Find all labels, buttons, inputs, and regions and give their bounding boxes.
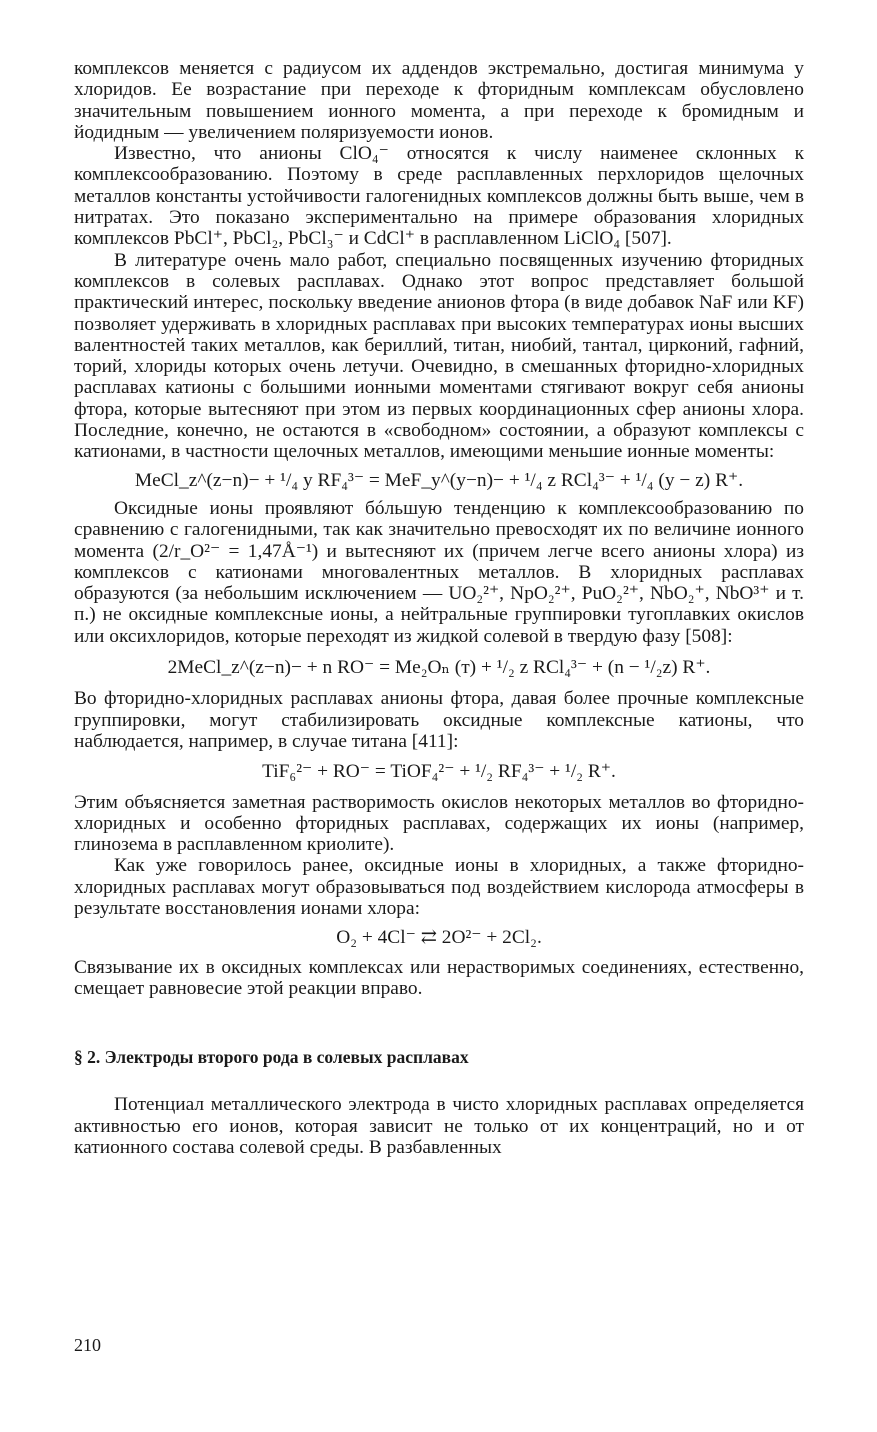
- equation-4: O₂ + 4Cl⁻ ⇄ 2O²⁻ + 2Cl₂.: [336, 927, 542, 949]
- paragraph-3: В литературе очень мало работ, специально посвященных изучению фторидных комплексов в солевых расплавах. Однако этот вопрос представляет большой практический интерес, поскольку введение анионов фтора (в виде добавок NaF или KF) позволяет удерживать в хлоридных расплавах при высоких температурах ионы высших валентностей таких металлов, как бериллий, титан, ниобий, тантал, цирконий, гафний, торий, хлориды которых очень летучи. Очевидно, в смешанных фторидно-хлоридных расплавах катионы с большими ионными моментами стягивают вокруг себя анионы фтора, которые вытесняют при этом из первых координационных сфер анионы хлора. Последние, конечно, не остаются в «свободном» состоянии, а образуют комплексы с катионами, в частности щелочных металлов, имеющими меньшие ионные моменты:: [74, 249, 804, 463]
- paragraph-6: Этим объясняется заметная растворимость окислов некоторых металлов во фторидно-хлоридных и особенно фторидных расплавах, содержащих их ионы (например, глинозема в расплавленном криолите).: [74, 791, 804, 856]
- section-heading: § 2. Электроды второго рода в солевых расплавах: [74, 1047, 469, 1068]
- page-body: [74, 58, 804, 1158]
- equation-1: MeCl_z^(z−n)− + ¹/₄ y RF₄³⁻ = MeF_y^(y−n)− + ¹/₄ z RCl₄³⁻ + ¹/₄ (y − z) R⁺.: [134, 469, 744, 491]
- paragraph-9: Потенциал металлического электрода в чисто хлоридных расплавах определяется активностью его ионов, которая зависит не только от их концентраций, но и от катионного состава солевой среды. В разбавленных: [74, 1094, 804, 1159]
- paragraph-2: Известно, что анионы ClO₄⁻ относятся к числу наименее склонных к комплексообразованию. Поэтому в среде расплавленных перхлоридов щелочных металлов константы устойчивости галогенидных комплексов должны быть выше, чем в нитратах. Это показано экспериментально на примере образования хлоридных комплексов PbCl⁺, PbCl₂, PbCl₃⁻ и CdCl⁺ в расплавленном LiClO₄ [507].: [74, 143, 804, 250]
- paragraph-8: Связывание их в оксидных комплексах или нерастворимых соединениях, естественно, смещает равновесие этой реакции вправо.: [74, 956, 804, 999]
- page-number: 210: [74, 1335, 101, 1355]
- equation-3: TiF₆²⁻ + RO⁻ = TiOF₄²⁻ + ¹/₂ RF₄³⁻ + ¹/₂ R⁺.: [262, 761, 616, 783]
- paragraph-1: комплексов меняется с радиусом их аддендов экстремально, достигая минимума у хлоридов. Ее возрастание при переходе к фторидным комплексам обусловлено значительным повышением ионного момента, а при переходе к бромидным и йодидным — увеличением поляризуемости ионов.: [74, 58, 804, 143]
- paragraph-7: Как уже говорилось ранее, оксидные ионы в хлоридных, а также фторидно-хлоридных расплавах могут образовываться под воздействием кислорода атмосферы в результате восстановления ионами хлора:: [74, 855, 804, 919]
- paragraph-5: Во фторидно-хлоридных расплавах анионы фтора, давая более прочные комплексные группировки, могут стабилизировать оксидные комплексные катионы, что наблюдается, например, в случае титана [411]:: [74, 688, 804, 752]
- equation-2: 2MeCl_z^(z−n)− + n RO⁻ = Me₂Oₙ (т) + ¹/₂ z RCl₄³⁻ + (n − ¹/₂z) R⁺.: [167, 657, 711, 679]
- paragraph-4: Оксидные ионы проявляют бóльшую тенденцию к комплексообразованию по сравнению с галогенидными, так как значительно превосходят их по величине ионного момента (2/r_O²⁻ = 1,47Å⁻¹) и вытесняют их (причем легче всего анионы хлора) из комплексов с катионами многовалентных металлов. В хлоридных расплавах образуются (за небольшим исключением — UO₂²⁺, NpO₂²⁺, PuO₂²⁺, NbO₂⁺, NbO³⁺ и т. п.) не оксидные комплексные ионы, а нейтральные группировки тугоплавких окислов или оксихлоридов, которые переходят из жидкой солевой в твердую фазу [508]:: [74, 497, 804, 647]
